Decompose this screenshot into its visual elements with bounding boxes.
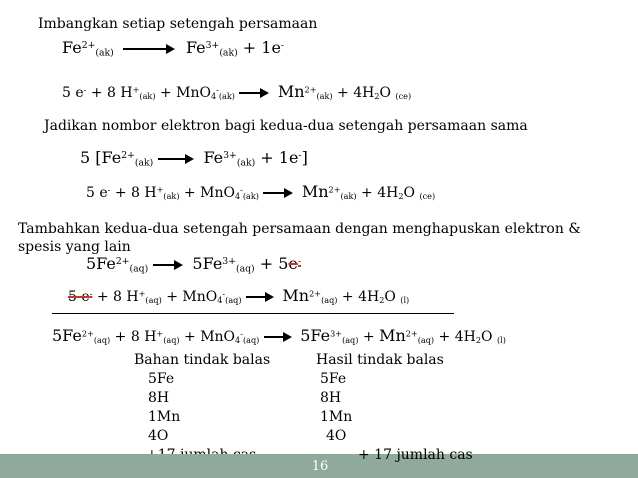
heading-balance-half-equations: Imbangkan setiap setengah persamaan (38, 16, 318, 32)
right-arrow-icon (158, 153, 194, 165)
product-row: 8H (320, 390, 342, 406)
product-row: 4O (326, 428, 347, 444)
reactant-row: 5Fe (148, 371, 175, 387)
equation-5: $5Fe^{2+}_{(aq)}$ $5Fe^{3+}_{(aq)} + 5e^-$ (86, 254, 302, 275)
right-arrow-icon (246, 291, 274, 303)
equation-overall: $5Fe^{2+}_{(aq)} + 8$ $H^+_{(aq)} + MnO_4^-_{(aq)}$ $5Fe^{3+}_{(aq)} + Mn^{2+}_{(aq)} + 4H_2O$ $_{(l)}$ (52, 326, 506, 346)
product-charge-row: + 17 jumlah cas (358, 447, 473, 463)
reactants-header: Bahan tindak balas (134, 352, 271, 368)
page-number: 16 (311, 459, 329, 474)
product-row: 1Mn (320, 409, 353, 425)
cancelled-electron: e- (288, 254, 302, 273)
product-row: 5Fe (320, 371, 347, 387)
equation-2: 5 e- + 8 $H^+_{(ak)} + MnO_4^-_{(ak)}$ $Mn^{2+}_{(ak)} + 4H_2O$ $_{(ce)}$ (62, 82, 412, 102)
products-header: Hasil tindak balas (316, 352, 444, 368)
equation-1: $Fe^{2+}_{(ak)}$ $Fe^{3+}_{(ak)} + 1e^-$ (62, 38, 285, 59)
reactant-row: 1Mn (148, 409, 181, 425)
right-arrow-icon (264, 331, 292, 343)
cancelled-electrons: 5 e- (68, 288, 93, 305)
equation-4: 5 e- + 8 $H^+_{(ak)} + MnO_4^-_{(ak)}$ $Mn^{2+}_{(ak)} + 4H_2O$ $_{(ce)}$ (86, 182, 436, 202)
equation-6: 5 e- + 8 $H^+_{(aq)} + MnO_4^-_{(aq)}$ $Mn^{2+}_{(aq)} + 4H_2O$ $_{(l)}$ (68, 286, 410, 306)
right-arrow-icon (263, 187, 293, 199)
right-arrow-icon (239, 87, 269, 99)
reactant-row: 4O (148, 428, 169, 444)
right-arrow-icon (153, 259, 183, 271)
right-arrow-icon (123, 43, 175, 55)
reactant-row: 8H (148, 390, 170, 406)
heading-add-half-equations: Tambahkan kedua-dua setengah persamaan dengan menghapuskan elektron & spesis yang lain (18, 221, 581, 255)
equation-3: 5 [$Fe^{2+}_{(ak)}$ $Fe^{3+}_{(ak)} + 1e^-$] (80, 148, 308, 169)
heading-equalize-electrons: Jadikan nombor elektron bagi kedua-dua setengah persamaan sama (44, 118, 528, 134)
sum-separator-line (52, 313, 454, 314)
